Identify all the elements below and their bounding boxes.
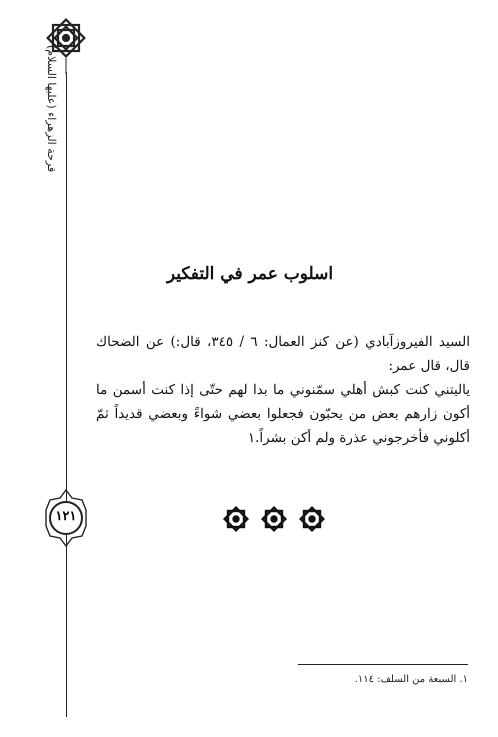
footnote-separator	[298, 664, 468, 665]
narration-paragraph: السيد الفيروزآبادي (عن كنز العمال: ٦ / ٣٤٥، قال:) عن الضحاك قال، قال عمر:	[96, 334, 470, 374]
quote-paragraph: ياليتني كنت كبش أهلي سمّنوني ما بدا لهم حتّى إذا كنت أسمن ما أكون زارهم بعض من يحبّون فجعلوا بعضي شواءً وبعضي قديداً ثمّ أكلوني فأخرجوني عذرة ولم أكن بشراً.١	[96, 382, 470, 446]
margin-vertical-rule	[66, 72, 67, 717]
book-side-title: قرحة الزهراء (عليها السلام)	[45, 44, 58, 172]
three-star-divider-icon	[218, 505, 330, 533]
section-heading: اسلوب عمر في التفكير	[166, 264, 334, 284]
page-number: ١٢١	[55, 509, 77, 524]
footnote: ١. السبعة من السلف: ١١٤.	[354, 674, 468, 685]
